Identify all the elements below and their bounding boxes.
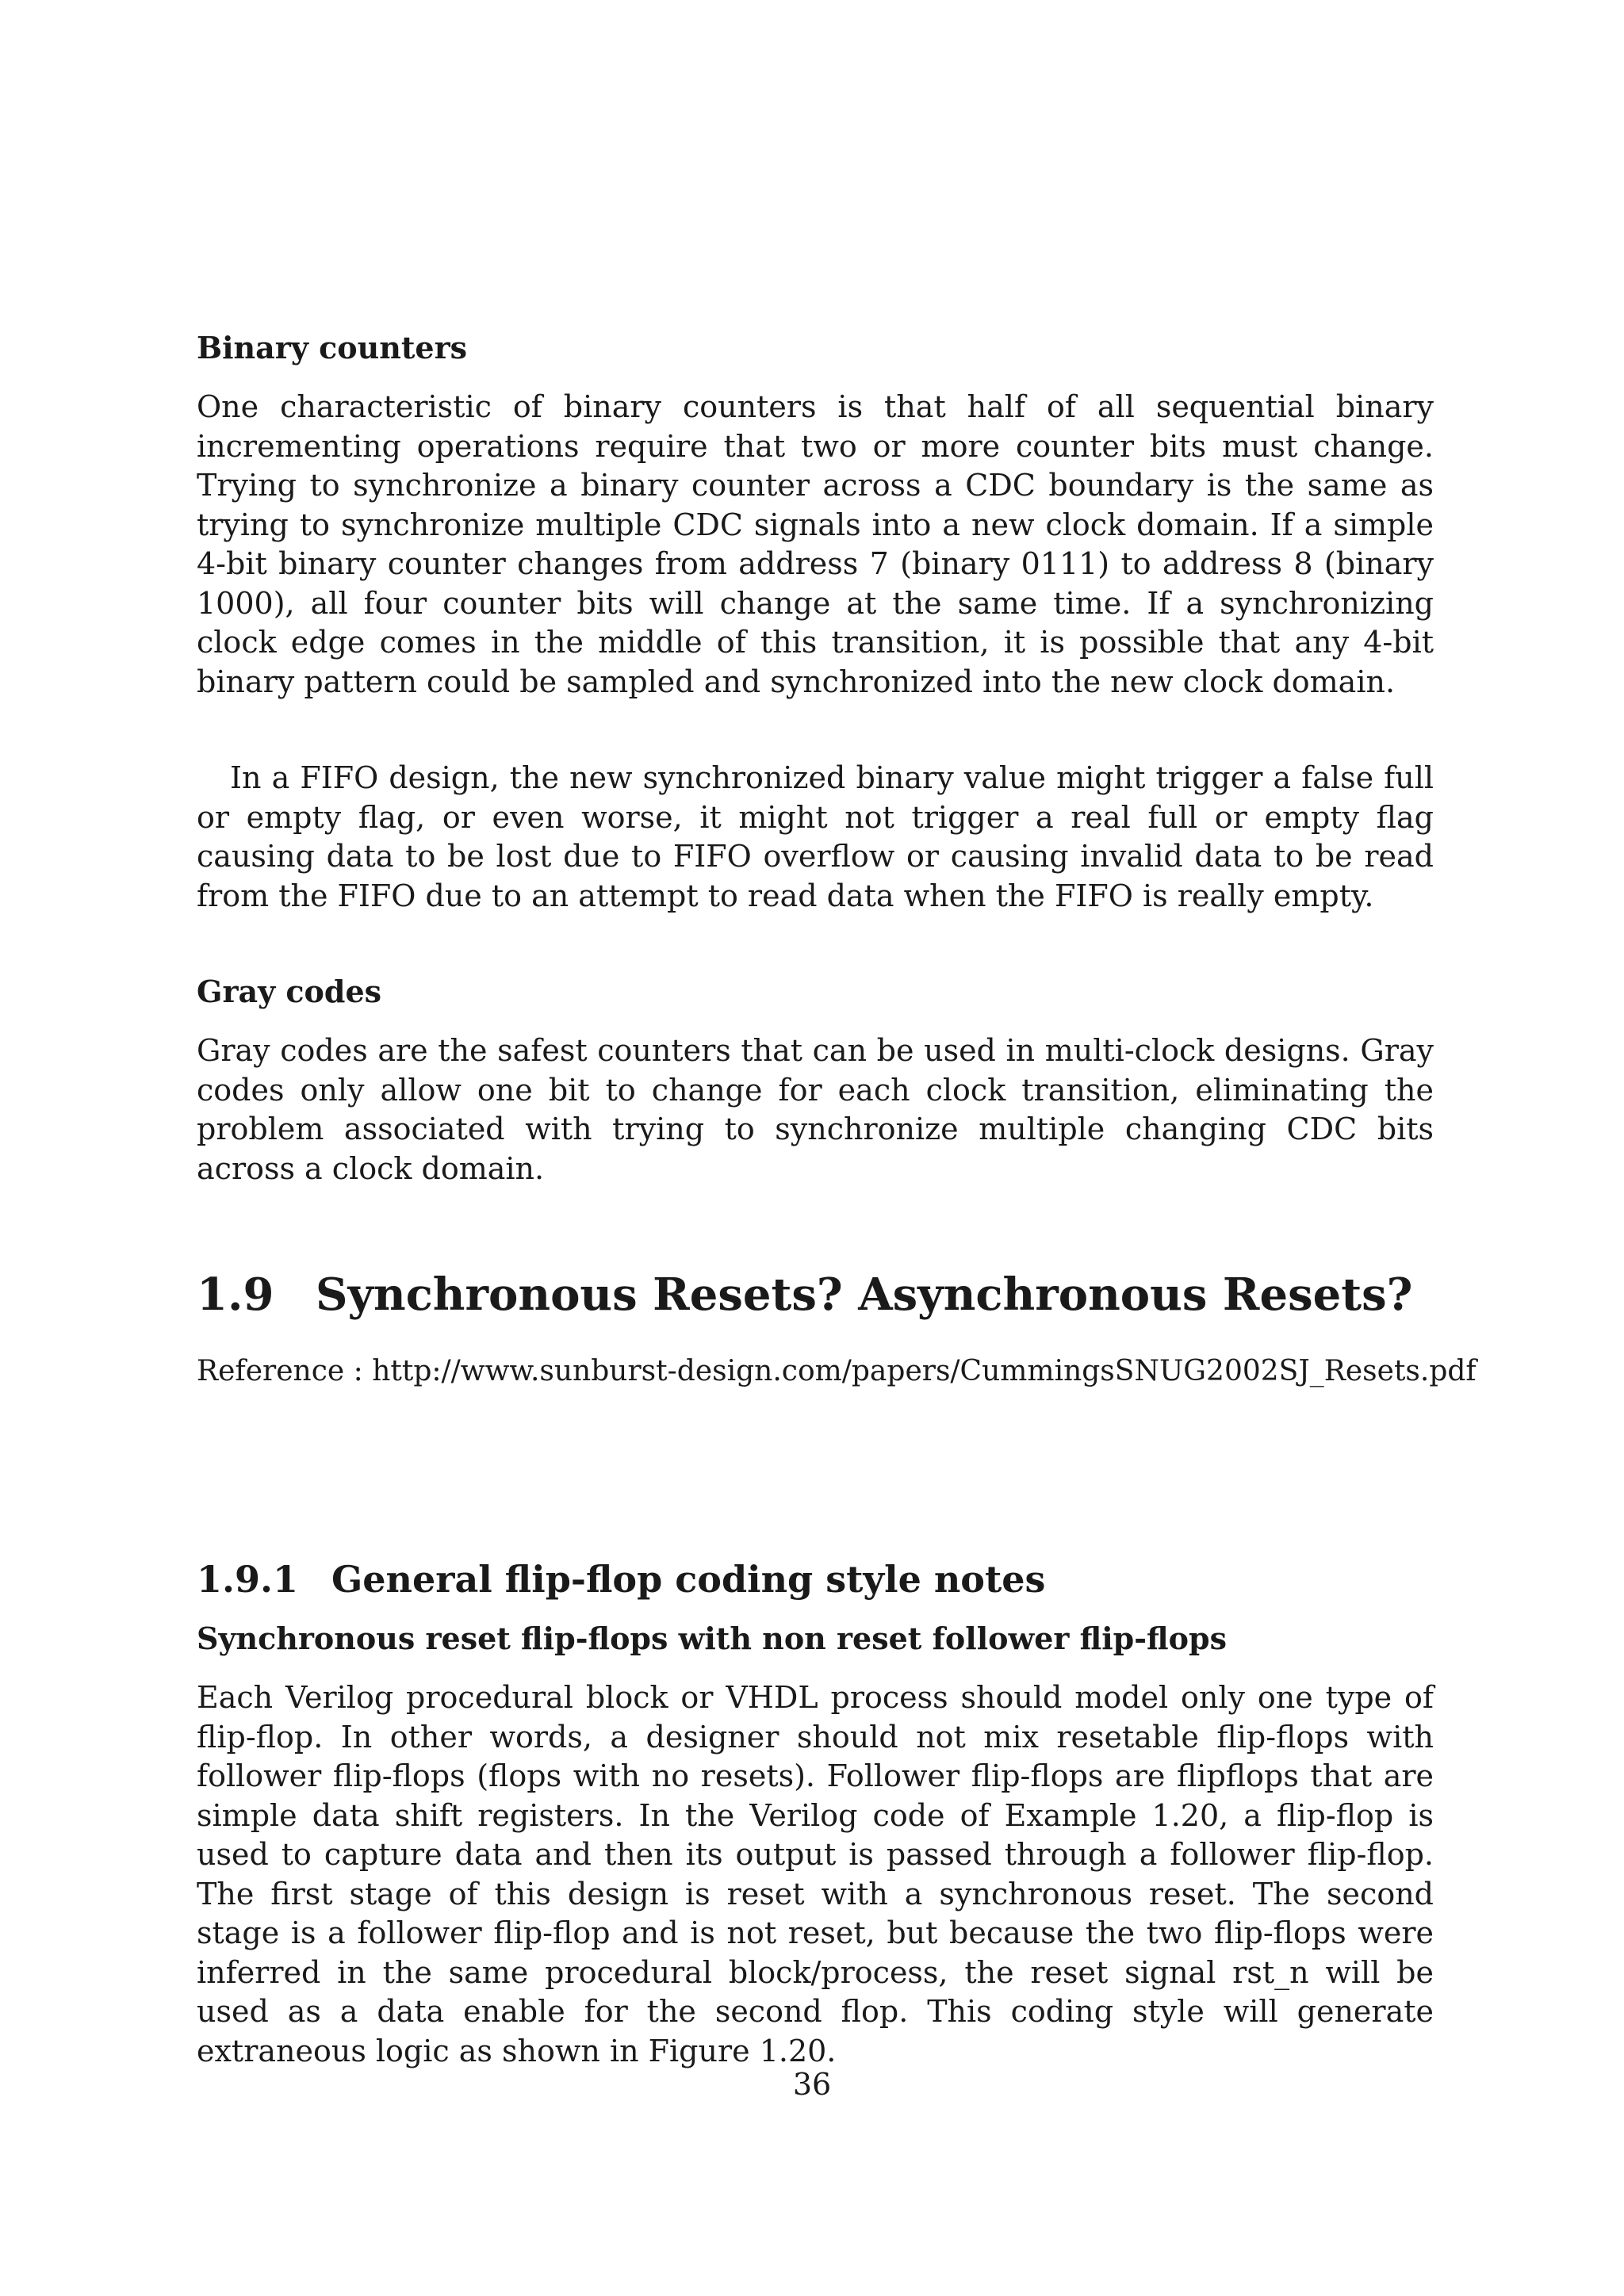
section-reference: Reference : http://www.sunburst-design.com/papers/CummingsSNUG2002SJ_Resets.pdf: [197, 1355, 1477, 1387]
page-number: 36: [792, 2067, 832, 2102]
binary-counters-paragraph-1: One characteristic of binary counters is that half of all sequential binary incrementing operations require that two or more counter bits must change. Trying to synchronize a binary counter across a CDC boundary is the same as trying to synchronize multiple CDC signals into a new clock domain. If a simple 4-bit binary counter changes from address 7 (binary 0111) to address 8 (binary 1000), all four counter bits will change at the same time. If a synchronizing clock edge comes in the middle of this transition, it is possible that any 4-bit binary pattern could be sampled and synchronized into the new clock domain.: [197, 389, 1434, 699]
subsection-paragraph: Each Verilog procedural block or VHDL process should model only one type of flip-flop. In other words, a designer should not mix resetable flip-flops with follower flip-flops (flops with no resets). Follower flip-flops are flipflops that are simple data shift registers. In the Verilog code of Example 1.20, a flip-flop is used to capture data and then its output is passed through a follower flip-flop. The first stage of this design is reset with a synchronous reset. The second stage is a follower flip-flop and is not reset, but because the two flip-flops were inferred in the same procedural block/process, the reset signal rst_n will be used as a data enable for the second flop. This coding style will generate extraneous logic as shown in Figure 1.20.: [197, 1680, 1434, 2068]
section-number: 1.9: [197, 1269, 274, 1321]
page-body: [197, 329, 1477, 2071]
subsection-title: [197, 1556, 1434, 1602]
subsection-subheading: Synchronous reset flip-flops with non reset follower flip-flops: [197, 1621, 1227, 1656]
section-title-text: Synchronous Resets? Asynchronous Resets?: [316, 1269, 1413, 1321]
gray-codes-heading: Gray codes: [197, 974, 382, 1009]
binary-counters-paragraph-2: In a FIFO design, the new synchronized binary value might trigger a false full or empty flag, or even worse, it might not trigger a real full or empty flag causing data to be lost due to FIFO overflow or causing invalid data to be read from the FIFO due to an attempt to read data when the FIFO is really empty.: [197, 760, 1434, 913]
gray-codes-paragraph: Gray codes are the safest counters that can be used in multi-clock designs. Gray codes only allow one bit to change for each clock transition, eliminating the problem associated with trying to synchronize multiple changing CDC bits across a clock domain.: [197, 1033, 1434, 1186]
gray-codes-block: [197, 973, 1434, 1188]
subsection-title-text: General flip-flop coding style notes: [331, 1558, 1046, 1601]
subsection-number: 1.9.1: [197, 1558, 299, 1601]
binary-counters-heading: Binary counters: [197, 330, 468, 365]
section-title: [197, 1268, 1434, 1322]
